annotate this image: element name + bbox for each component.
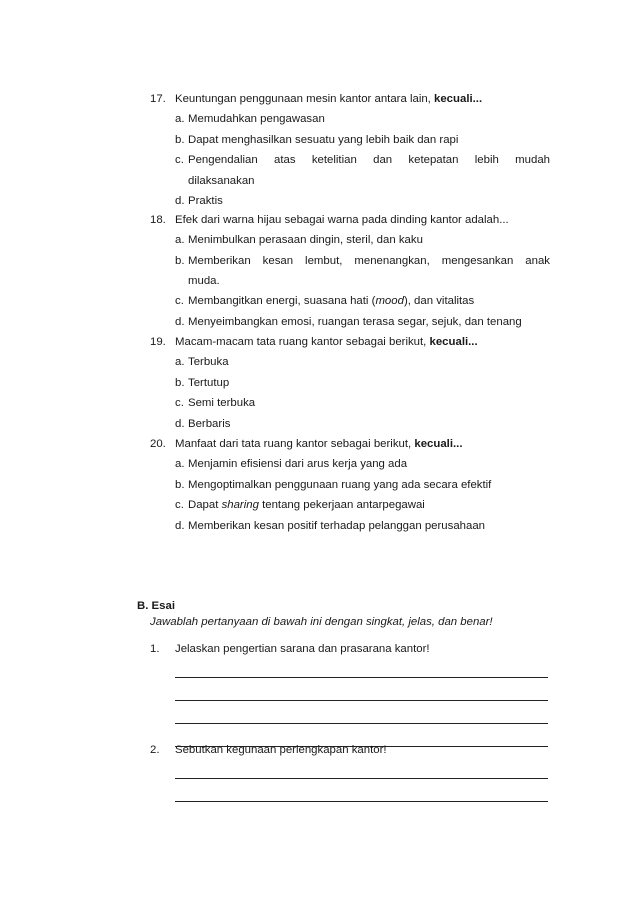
question-number: 19. <box>150 336 166 348</box>
question-text: Manfaat dari tata ruang kantor sebagai berikut, kecuali... <box>175 438 463 450</box>
answer-line[interactable] <box>175 760 548 779</box>
essay-question-2 <box>150 740 550 802</box>
answer-line[interactable] <box>175 701 548 724</box>
question-number: 20. <box>150 438 166 450</box>
question-emphasis: kecuali... <box>414 438 463 450</box>
option-c: c. Dapat sharing tentang pekerjaan antarpegawai <box>175 499 425 511</box>
essay-text: Jelaskan pengertian sarana dan prasarana kantor! <box>175 643 430 655</box>
italic-term: sharing <box>221 499 259 511</box>
question-text: Efek dari warna hijau sebagai warna pada dinding kantor adalah... <box>175 214 509 226</box>
option-c: c. Pengendalian atas ketelitian dan ketepatan lebih mudah <box>175 154 550 166</box>
option-b-continuation: muda. <box>188 275 220 287</box>
essay-number: 2. <box>150 744 160 756</box>
question-number: 17. <box>150 93 166 105</box>
answer-line[interactable] <box>175 659 548 678</box>
option-c-continuation: dilaksanakan <box>188 174 255 187</box>
section-instruction: Jawablah pertanyaan di bawah ini dengan singkat, jelas, dan benar! <box>150 616 493 628</box>
question-emphasis: kecuali... <box>429 336 478 348</box>
option-d: d. Berbaris <box>175 417 231 430</box>
option-a: a. Terbuka <box>175 356 229 368</box>
option-a: a. Menjamin efisiensi dari arus kerja yang ada <box>175 458 408 470</box>
italic-term: mood <box>375 295 404 307</box>
option-b: b. Memberikan kesan lembut, menenangkan, mengesankan anak <box>175 254 550 267</box>
option-b: b. Mengoptimalkan penggunaan ruang yang ada secara efektif <box>175 478 492 491</box>
question-19 <box>150 332 550 434</box>
section-title: B. Esai <box>137 600 175 612</box>
option-d: d. Menyeimbangkan emosi, ruangan terasa segar, sejuk, dan tenang <box>175 315 522 328</box>
question-text: Macam-macam tata ruang kantor sebagai berikut, kecuali... <box>175 336 478 348</box>
option-d: d. Memberikan kesan positif terhadap pelanggan perusahaan <box>175 519 485 532</box>
question-number: 18. <box>150 214 166 226</box>
question-text: Keuntungan penggunaan mesin kantor antara lain, kecuali... <box>175 93 483 105</box>
option-a: a. Menimbulkan perasaan dingin, steril, dan kaku <box>175 234 423 246</box>
option-c: c. Membangitkan energi, suasana hati (mood), dan vitalitas <box>175 295 475 307</box>
essay-number: 1. <box>150 643 160 655</box>
question-emphasis: kecuali... <box>434 93 483 105</box>
answer-line[interactable] <box>175 678 548 701</box>
essay-text: Sebutkan kegunaan perlengkapan kantor! <box>175 744 387 756</box>
option-b: b. Dapat menghasilkan sesuatu yang lebih baik dan rapi <box>175 133 459 146</box>
question-17 <box>150 89 550 211</box>
option-d: d. Praktis <box>175 194 223 207</box>
option-c: c. Semi terbuka <box>175 397 256 409</box>
question-18 <box>150 210 550 332</box>
option-b: b. Tertutup <box>175 376 230 389</box>
question-20 <box>150 434 550 536</box>
answer-line[interactable] <box>175 779 548 802</box>
essay-question-1 <box>150 639 550 747</box>
option-a: a. Memudahkan pengawasan <box>175 113 325 125</box>
